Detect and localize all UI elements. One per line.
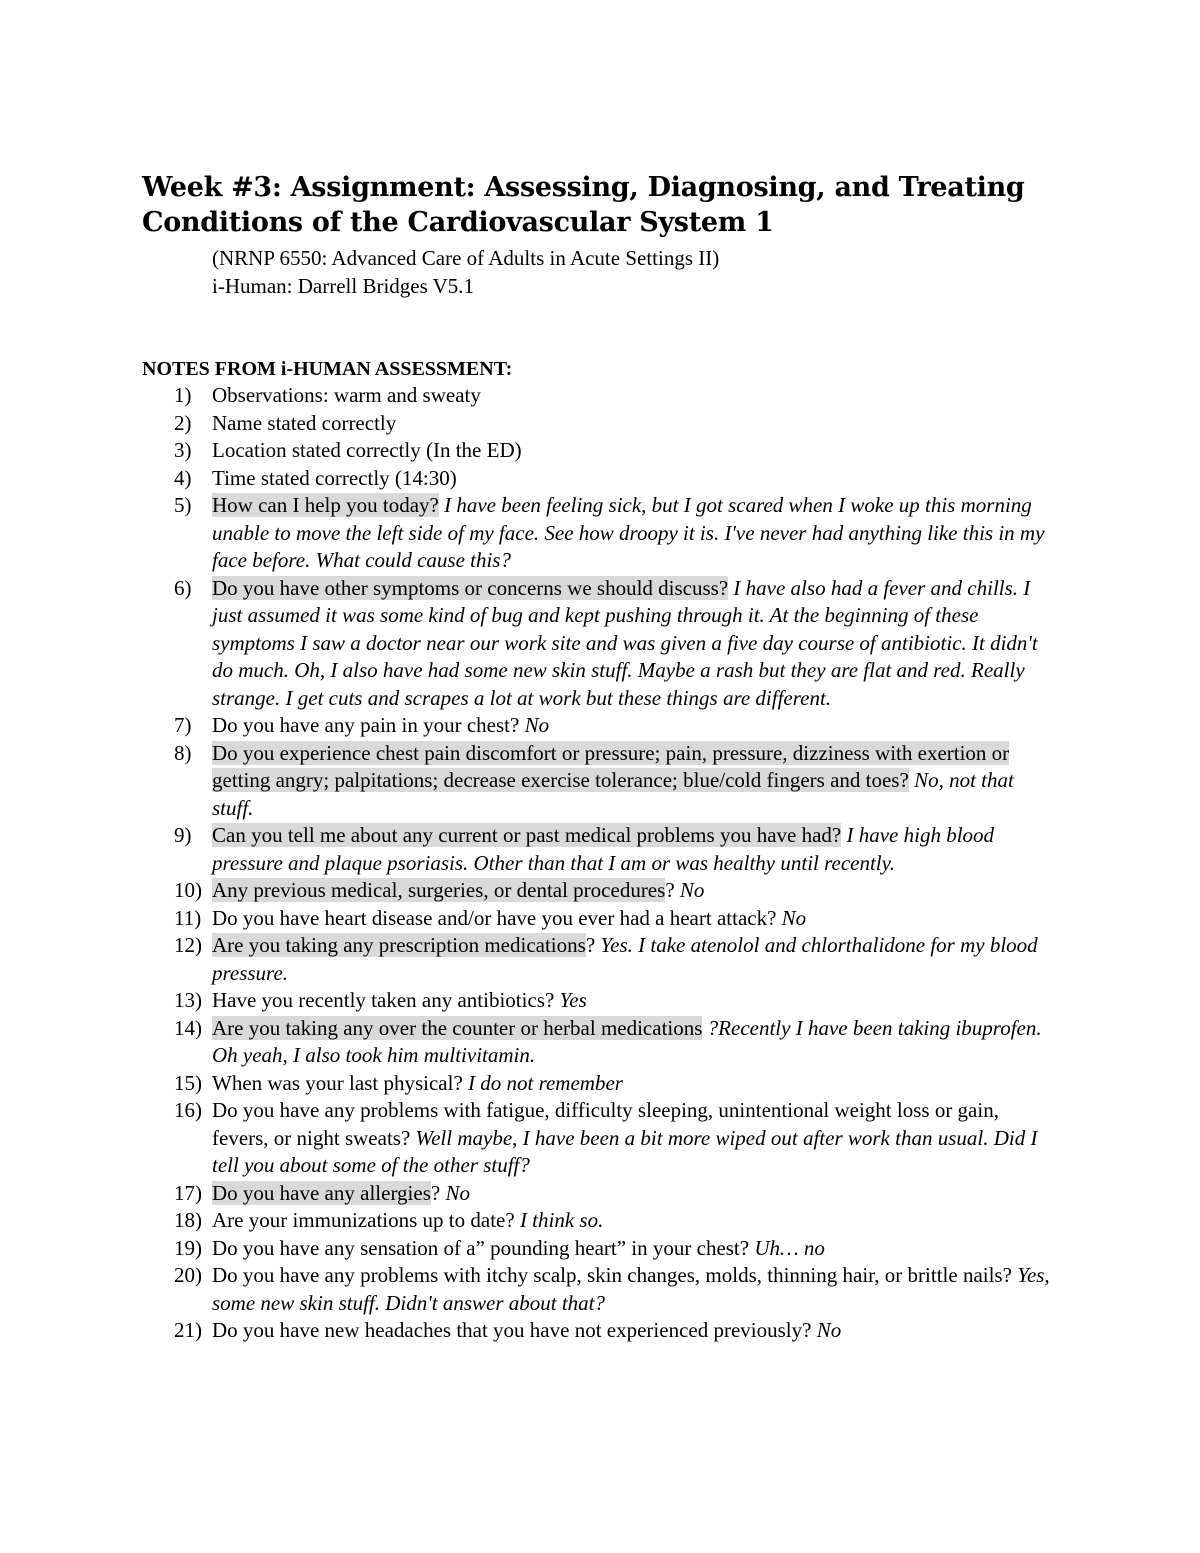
question-text: Can you tell me about any current or past medical problems you have had? <box>212 823 842 847</box>
question-text: Name stated correctly <box>212 410 397 435</box>
item-number: 12) <box>174 933 202 957</box>
list-item <box>0 1180 1057 1208</box>
question-mark: ? <box>585 933 596 957</box>
item-number: 4) <box>174 465 192 490</box>
question-mark: ? <box>430 1180 441 1205</box>
item-number: 5) <box>174 493 192 517</box>
list-item <box>0 932 1057 987</box>
answer-text: I think so. <box>519 1208 604 1232</box>
answer-text: Uh… no <box>754 1235 825 1260</box>
item-number: 17) <box>174 1180 202 1205</box>
list-item <box>0 1262 1057 1317</box>
list-item <box>0 1070 1057 1098</box>
list-item <box>0 822 1057 877</box>
question-text: Any previous medical, surgeries, or dental procedures <box>212 878 666 902</box>
question-text: How can I help you today? <box>212 493 439 517</box>
list-item <box>0 437 1057 465</box>
list-item <box>0 905 1057 933</box>
question-text: Do you have any problems with itchy scalp, skin changes, molds, thinning hair, or brittle nails? <box>212 1263 1012 1287</box>
question-text: Are you taking any over the counter or herbal medications <box>212 1015 703 1040</box>
question-text: Do you have other symptoms or concerns we should discuss? <box>212 575 729 600</box>
item-number: 18) <box>174 1208 202 1232</box>
item-number: 11) <box>174 905 202 930</box>
list-item <box>0 492 1057 575</box>
question-text: Location stated correctly (In the ED) <box>212 438 522 462</box>
list-item <box>0 877 1057 905</box>
answer-text: No <box>781 905 807 930</box>
list-item <box>0 465 1057 493</box>
answer-text: Yes. I take atenolol and chlorthalidone for my blood pressure. <box>212 933 1038 985</box>
question-text: Do you have any pain in your chest? <box>212 713 520 737</box>
answer-text: No <box>679 878 705 902</box>
list-item <box>0 987 1057 1015</box>
item-number: 13) <box>174 988 202 1012</box>
list-item <box>0 382 1057 410</box>
item-number: 21) <box>174 1318 202 1342</box>
question-text: Do you have new headaches that you have not experienced previously? <box>212 1318 812 1342</box>
document-title: Week #3: Assignment: Assessing, Diagnosing, and Treating Conditions of the Cardiovascular System 1 <box>142 172 1025 238</box>
item-number: 16) <box>174 1098 202 1122</box>
answer-text: No, not that stuff. <box>212 768 1014 820</box>
list-item <box>0 740 1057 823</box>
list-item <box>0 1015 1057 1070</box>
question-text: Time stated correctly (14:30) <box>212 465 457 490</box>
question-text: Are your immunizations up to date? <box>212 1208 515 1232</box>
answer-text: Yes, some new skin stuff. Didn't answer about that? <box>212 1263 1050 1315</box>
question-mark: ? <box>665 878 675 902</box>
list-item <box>0 1235 1057 1263</box>
item-number: 2) <box>174 410 192 435</box>
answer-text: No <box>445 1180 470 1205</box>
answer-text: I do not remember <box>468 1070 623 1095</box>
list-item <box>0 575 1057 713</box>
answer-text: ?Recently I have been taking ibuprofen. Oh yeah, I also took him multivitamin. <box>212 1015 1042 1067</box>
list-item <box>0 1097 1057 1180</box>
question-text: When was your last physical? <box>212 1070 463 1095</box>
assessment-list <box>0 382 1200 1345</box>
answer-text: No <box>524 713 550 737</box>
answer-text: Yes <box>559 988 587 1012</box>
item-number: 8) <box>174 740 192 765</box>
answer-text: Well maybe, I have been a bit more wiped out after work than usual. Did I tell you about some of the other stuff? <box>212 1125 1038 1177</box>
question-text: Observations: warm and sweaty <box>212 383 481 407</box>
question-text: Do you have any problems with fatigue, difficulty sleeping, unintentional weight loss or gain, fevers, or night sweats? <box>212 1098 999 1150</box>
question-text: Have you recently taken any antibiotics? <box>212 988 555 1012</box>
answer-text: No <box>816 1318 842 1342</box>
answer-text: I have been feeling sick, but I got scared when I woke up this morning unable to move the left side of my face. See how droopy it is. I've never had anything like this in my face before. What could cause this? <box>212 493 1045 572</box>
list-item <box>0 410 1057 438</box>
item-number: 7) <box>174 713 192 737</box>
list-item <box>0 1207 1057 1235</box>
item-number: 6) <box>174 575 192 600</box>
question-text: Do you have heart disease and/or have you ever had a heart attack? <box>212 905 777 930</box>
item-number: 20) <box>174 1263 202 1287</box>
question-text: Do you experience chest pain discomfort or pressure; pain, pressure, dizziness with exertion or getting angry; palpitations; decrease exercise tolerance; blue/cold fingers and toes? <box>212 740 1010 792</box>
case-name: i-Human: Darrell Bridges V5.1 <box>212 274 475 298</box>
answer-text: I have also had a fever and chills. I just assumed it was some kind of bug and kept pushing through it. At the beginning of these symptoms I saw a doctor near our work site and was given a five day course of antibiotic. It didn't do much. Oh, I also have had some new skin stuff. Maybe a rash but they are flat and red. Really strange. I get cuts and scrapes a lot at work but these things are different. <box>212 575 1038 710</box>
question-text: Do you have any sensation of a” pounding heart” in your chest? <box>212 1235 750 1260</box>
list-item <box>0 712 1057 740</box>
item-number: 19) <box>174 1235 202 1260</box>
list-item <box>0 1317 1057 1345</box>
item-number: 15) <box>174 1070 202 1095</box>
question-text: Do you have any allergies <box>212 1180 431 1205</box>
item-number: 1) <box>174 383 192 407</box>
answer-text: I have high blood pressure and plaque psoriasis. Other than that I am or was healthy until recently. <box>212 823 995 875</box>
item-number: 3) <box>174 438 192 462</box>
notes-heading: NOTES FROM i-HUMAN ASSESSMENT: <box>142 358 513 380</box>
question-text: Are you taking any prescription medications <box>212 933 586 957</box>
item-number: 9) <box>174 823 192 847</box>
course-name: (NRNP 6550: Advanced Care of Adults in Acute Settings II) <box>212 246 720 270</box>
item-number: 14) <box>174 1015 202 1040</box>
item-number: 10) <box>174 878 202 902</box>
